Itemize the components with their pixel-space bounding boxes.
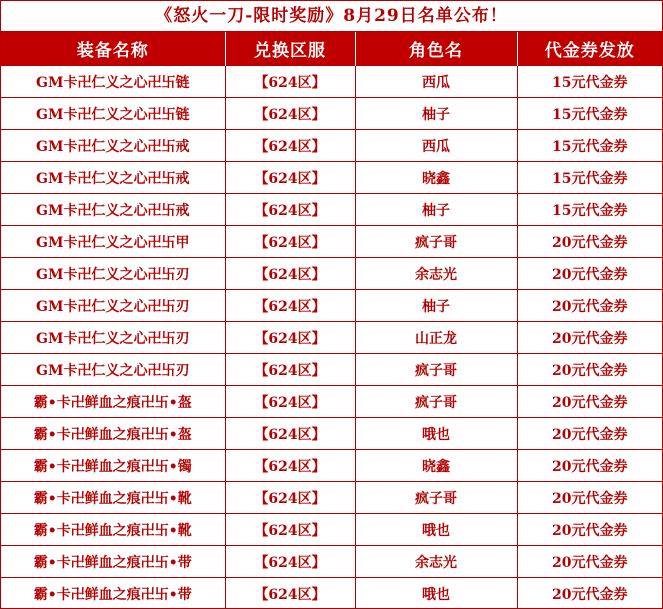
cell-equipment-name: GM卡卍仁义之心卍卐刃 [1, 258, 225, 290]
cell-character-name: 哦也 [355, 418, 517, 450]
cell-server: 【624区】 [225, 482, 355, 514]
cell-server: 【624区】 [225, 546, 355, 578]
cell-character-name: 哦也 [355, 514, 517, 546]
cell-character-name: 山正龙 [355, 322, 517, 354]
header-server: 兑换区服 [225, 32, 355, 66]
cell-equipment-name: GM卡卍仁义之心卍卐戒 [1, 130, 225, 162]
cell-server: 【624区】 [225, 354, 355, 386]
cell-equipment-name: 霸•卡卍鲜血之痕卍卐•镯 [1, 450, 225, 482]
table-row [1, 258, 662, 290]
header-voucher: 代金券发放 [517, 32, 662, 66]
cell-voucher: 20元代金券 [517, 482, 662, 514]
table-row [1, 482, 662, 514]
table-row [1, 66, 662, 98]
cell-server: 【624区】 [225, 386, 355, 418]
cell-voucher: 20元代金券 [517, 386, 662, 418]
cell-character-name: 西瓜 [355, 130, 517, 162]
cell-server: 【624区】 [225, 514, 355, 546]
cell-server: 【624区】 [225, 66, 355, 98]
cell-character-name: 疯子哥 [355, 482, 517, 514]
table-row [1, 514, 662, 546]
table-row [1, 226, 662, 258]
cell-character-name: 西瓜 [355, 66, 517, 98]
table-body [1, 66, 662, 609]
cell-voucher: 20元代金券 [517, 450, 662, 482]
cell-equipment-name: 霸•卡卍鲜血之痕卍卐•盔 [1, 418, 225, 450]
table-row [1, 130, 662, 162]
header-equipment-name: 装备名称 [1, 32, 225, 66]
cell-equipment-name: GM卡卍仁义之心卍卐刃 [1, 354, 225, 386]
cell-server: 【624区】 [225, 450, 355, 482]
table-row [1, 354, 662, 386]
table-row [1, 418, 662, 450]
cell-equipment-name: 霸•卡卍鲜血之痕卍卐•靴 [1, 514, 225, 546]
cell-voucher: 20元代金券 [517, 290, 662, 322]
cell-server: 【624区】 [225, 194, 355, 226]
cell-voucher: 20元代金券 [517, 354, 662, 386]
cell-voucher: 15元代金券 [517, 162, 662, 194]
cell-voucher: 15元代金券 [517, 66, 662, 98]
cell-character-name: 晓鑫 [355, 450, 517, 482]
table-row [1, 386, 662, 418]
reward-table [1, 32, 662, 609]
cell-equipment-name: GM卡卍仁义之心卍卐链 [1, 66, 225, 98]
cell-server: 【624区】 [225, 578, 355, 609]
cell-voucher: 20元代金券 [517, 514, 662, 546]
cell-character-name: 柚子 [355, 194, 517, 226]
cell-voucher: 20元代金券 [517, 418, 662, 450]
cell-server: 【624区】 [225, 418, 355, 450]
cell-server: 【624区】 [225, 258, 355, 290]
cell-server: 【624区】 [225, 290, 355, 322]
cell-server: 【624区】 [225, 322, 355, 354]
cell-equipment-name: 霸•卡卍鲜血之痕卍卐•带 [1, 546, 225, 578]
table-row [1, 578, 662, 609]
cell-equipment-name: GM卡卍仁义之心卍卐甲 [1, 226, 225, 258]
cell-voucher: 20元代金券 [517, 258, 662, 290]
cell-voucher: 20元代金券 [517, 322, 662, 354]
header-character-name: 角色名 [355, 32, 517, 66]
cell-voucher: 15元代金券 [517, 130, 662, 162]
cell-character-name: 疯子哥 [355, 226, 517, 258]
table-row [1, 450, 662, 482]
table-row [1, 290, 662, 322]
cell-voucher: 15元代金券 [517, 98, 662, 130]
cell-character-name: 余志光 [355, 258, 517, 290]
table-row [1, 546, 662, 578]
cell-equipment-name: 霸•卡卍鲜血之痕卍卐•盔 [1, 386, 225, 418]
cell-equipment-name: GM卡卍仁义之心卍卐刃 [1, 290, 225, 322]
cell-voucher: 20元代金券 [517, 546, 662, 578]
table-row [1, 322, 662, 354]
cell-character-name: 柚子 [355, 290, 517, 322]
cell-voucher: 15元代金券 [517, 194, 662, 226]
table-row [1, 162, 662, 194]
table-header-row [1, 32, 662, 66]
cell-equipment-name: GM卡卍仁义之心卍卐戒 [1, 162, 225, 194]
cell-character-name: 晓鑫 [355, 162, 517, 194]
cell-equipment-name: GM卡卍仁义之心卍卐刃 [1, 322, 225, 354]
cell-server: 【624区】 [225, 98, 355, 130]
cell-server: 【624区】 [225, 162, 355, 194]
table-row [1, 194, 662, 226]
cell-server: 【624区】 [225, 130, 355, 162]
cell-equipment-name: 霸•卡卍鲜血之痕卍卐•靴 [1, 482, 225, 514]
cell-character-name: 疯子哥 [355, 386, 517, 418]
table-row [1, 98, 662, 130]
page-title: 《怒火一刀-限时奖励》8月29日名单公布！ [1, 1, 662, 32]
cell-voucher: 20元代金券 [517, 226, 662, 258]
cell-character-name: 柚子 [355, 98, 517, 130]
cell-equipment-name: GM卡卍仁义之心卍卐链 [1, 98, 225, 130]
cell-character-name: 疯子哥 [355, 354, 517, 386]
cell-equipment-name: 霸•卡卍鲜血之痕卍卐•带 [1, 578, 225, 609]
cell-server: 【624区】 [225, 226, 355, 258]
cell-voucher: 20元代金券 [517, 578, 662, 609]
cell-character-name: 余志光 [355, 546, 517, 578]
cell-equipment-name: GM卡卍仁义之心卍卐戒 [1, 194, 225, 226]
cell-character-name: 哦也 [355, 578, 517, 609]
